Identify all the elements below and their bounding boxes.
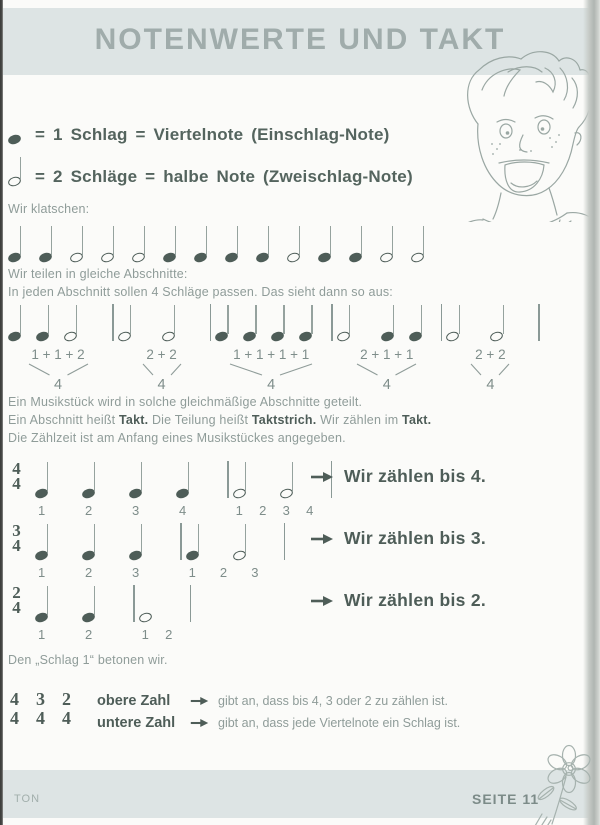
half-note [101,224,116,264]
quarter-note [39,224,54,264]
beat-counts [35,565,176,580]
note-stem [20,157,21,179]
caption [310,590,486,611]
beat-counts [35,503,223,518]
note-stem [47,524,48,553]
quarter-note [163,224,178,264]
half-note [490,303,505,343]
text-segment: Wir zählen im [316,413,403,427]
note-stem [503,305,504,334]
measure [139,584,186,642]
note-stem [188,462,189,491]
text-segment: Die Zählzeit ist am Anfang eines Musikstückes angegeben. [8,431,346,445]
sum-brace [142,363,182,376]
note-stem [311,305,312,334]
beat-counts [186,565,280,580]
time-signature-number: 2 [12,583,21,602]
note-stem [141,524,142,553]
time-signature [8,585,25,615]
quarter-note [35,522,82,562]
page-title: NOTENWERTE UND TAKT [94,23,506,56]
quarter-note [225,224,240,264]
barline [133,585,135,622]
system-measures [35,522,289,580]
note-stem [292,462,293,491]
barline [441,304,443,341]
measure-notes [215,303,327,343]
note-stem [393,305,394,334]
half-note [337,303,352,343]
clapping-rhythm-row [8,220,426,264]
quarter-note [409,303,424,343]
time-signature-number: 4 [10,689,19,709]
measure [186,522,280,580]
note-head [7,133,22,146]
half-note [70,224,85,264]
system-measures [35,460,336,518]
beat-counts [139,627,186,642]
note-stem [245,462,246,491]
beat-sum-label: 2 + 1 + 1 [360,347,414,362]
time-signature-system [8,522,590,584]
note-stem [113,226,114,255]
half-note [64,303,79,343]
quarter-note [82,584,129,624]
half-note [411,224,426,264]
time-signature [8,523,25,553]
page-number: SEITE 11 [472,791,540,807]
quarter-note [129,460,176,500]
quarter-note [215,303,230,343]
note-stem [361,226,362,255]
definition-row [8,154,413,188]
note-stem [283,305,284,334]
legend-row [97,691,460,710]
abschnitte-intro [8,266,393,301]
measure-notes [446,303,534,343]
time-signature-number: 3 [12,521,21,540]
measure [215,303,327,393]
time-signature-number: 4 [36,708,45,728]
beat-count: 2 [165,627,173,642]
barline [227,461,229,498]
note-stem [174,305,175,334]
note-value-definitions [8,112,413,196]
half-note [446,303,461,343]
quarter-note [194,224,209,264]
measure [35,460,223,518]
half-note [380,224,395,264]
quarter-note [381,303,396,343]
beat-count: 4 [179,503,187,518]
note-stem [76,305,77,334]
definition-row [8,112,413,146]
beat-counts [35,627,129,642]
measure-notes [118,303,206,343]
sum-brace [470,363,510,376]
arrow-icon [310,533,334,545]
note-stem [423,226,424,255]
beat-count: 3 [251,565,259,580]
note-stem [94,524,95,553]
quarter-note [35,584,82,624]
text-segment: Ein Abschnitt heißt [8,413,120,427]
time-signature-number: 2 [62,689,71,709]
half-note [162,303,177,343]
measure [337,303,437,393]
paragraph-line [8,393,431,411]
quarter-note [271,303,286,343]
paragraph-line [8,429,431,447]
time-signature [36,690,45,728]
half-note [8,158,23,188]
caption-text: Wir zählen bis 2. [344,590,487,610]
note-stem [48,305,49,334]
note-stem [94,462,95,491]
note-stem [255,305,256,334]
beat-count: 1 [38,503,46,518]
half-note [233,460,280,500]
time-signature [10,690,19,728]
measure [35,522,176,580]
legend-label: obere Zahl [97,692,171,709]
measure [118,303,206,393]
time-signature-number: 4 [12,598,21,617]
scan-edge-right [583,0,600,825]
sum-value: 4 [486,377,495,393]
barline [190,585,192,622]
quarter-note [299,303,314,343]
quarter-note [82,460,129,500]
arrow-icon [190,718,209,728]
barline [210,304,212,341]
time-signature [8,461,25,491]
measure [446,303,534,393]
note-stem [459,305,460,334]
note-stem [198,524,199,553]
legend-label: untere Zahl [97,714,176,731]
sum-value: 4 [382,377,391,393]
system-measures [35,584,195,642]
barline [180,523,182,560]
time-signature-legend [10,690,460,732]
beat-count: 3 [132,565,140,580]
quarter-note [176,460,223,500]
beat-count: 2 [85,503,93,518]
note-head [138,611,153,624]
note-stem [130,305,131,334]
quarter-note [318,224,333,264]
text-segment: Takt. [119,413,149,427]
beat-sum-label: 2 + 2 [146,347,177,362]
note-stem [82,226,83,255]
quarter-note [256,224,271,264]
abschnitte-intro-line2: In jeden Abschnitt sollen 4 Schläge passen. Das sieht dann so aus: [8,284,393,299]
text-segment: Die Teilung heißt [148,413,252,427]
note-stem [392,226,393,255]
quarter-note [129,522,176,562]
measure-notes [8,303,108,343]
measure-notes [186,522,280,562]
text-segment: Ein Musikstück wird in solche gleichmäßige Abschnitte geteilt. [8,395,363,409]
note-stem [20,305,21,334]
quarter-note [36,303,51,343]
sum-value: 4 [53,377,63,393]
beat-counts [233,503,327,518]
paragraph-line [8,411,431,429]
time-signature-number: 4 [12,459,21,478]
text-segment: Taktstrich. [251,413,317,427]
measure-notes [35,460,223,500]
beat-sum-label: 2 + 2 [475,347,506,362]
note-stem [47,462,48,491]
sum-brace [28,363,89,376]
quarter-note [35,460,82,500]
barline [284,523,286,560]
legend-row [97,713,460,732]
time-signature-system [8,584,590,646]
text-segment: Takt. [402,413,432,427]
note-stem [237,226,238,255]
half-note [139,584,186,624]
definition-text: = 1 Schlag = Viertelnote (Einschlag-Note) [35,125,390,144]
sum-brace [356,363,417,376]
note-stem [330,226,331,255]
quarter-note [243,303,258,343]
barline [112,304,114,341]
half-note [233,522,280,562]
measure-notes [35,584,129,624]
barline [331,304,333,341]
note-stem [227,305,228,334]
beat-count: 1 [235,503,243,518]
legend-text: gibt an, dass bis 4, 3 oder 2 zu zählen ist. [218,693,448,708]
legend-rows [97,690,460,732]
note-stem [51,226,52,255]
time-signature-systems [8,460,590,646]
measure [8,303,108,393]
quarter-note [8,116,23,146]
klatschen-label: Wir klatschen: [8,202,90,216]
note-stem [175,226,176,255]
caption [310,528,486,549]
caption-text: Wir zählen bis 3. [344,528,487,548]
scan-edge-left [0,0,3,825]
child-face-drawing [448,32,598,222]
note-stem [268,226,269,255]
beat-count: 1 [188,565,196,580]
time-signature-number: 3 [36,689,45,709]
arrow-icon [310,471,334,483]
beat-count: 3 [132,503,140,518]
quarter-note [82,522,129,562]
time-signature-number: 4 [62,708,71,728]
definition-text: = 2 Schläge = halbe Note (Zweischlag-Note) [35,167,413,186]
note-stem [20,226,21,255]
time-signature [62,690,71,728]
takt-explanation-paragraph [8,393,431,447]
barline [538,304,540,341]
beat-count: 1 [141,627,149,642]
sum-brace [229,363,313,376]
flower-drawing [529,744,599,825]
half-note [287,224,302,264]
quarter-note [8,224,23,264]
half-note [118,303,133,343]
arrow-icon [310,595,334,607]
caption [310,466,486,487]
legend-signatures [10,690,71,728]
time-signature-number: 4 [10,708,19,728]
note-stem [206,226,207,255]
schlag-note: Den „Schlag 1“ betonen wir. [8,653,168,667]
time-signature-number: 4 [12,474,21,493]
measures-row [8,303,544,393]
beat-count: 2 [85,627,93,642]
beat-count: 2 [219,565,228,580]
sum-value: 4 [157,377,166,393]
note-stem [245,524,246,553]
note-stem [47,586,48,615]
measure-notes [337,303,437,343]
note-stem [421,305,422,334]
time-signature-number: 4 [12,536,21,555]
measure-notes [35,522,176,562]
abschnitte-intro-line1: Wir teilen in gleiche Abschnitte: [8,267,188,281]
legend-text: gibt an, dass jede Viertelnote ein Schlag ist. [218,715,461,730]
beat-count: 2 [259,503,267,518]
note-stem [141,462,142,491]
quarter-note [8,303,23,343]
beat-sum-label: 1 + 1 + 1 + 1 [233,347,310,362]
caption-text: Wir zählen bis 4. [344,466,487,486]
note-stem [94,586,95,615]
beat-count: 2 [85,565,93,580]
sum-value: 4 [267,377,276,393]
beat-count: 4 [306,503,314,518]
beat-sum-label: 1 + 1 + 2 [31,347,85,362]
time-signature-system [8,460,590,522]
quarter-note [349,224,364,264]
footer-imprint: TON [14,793,41,805]
quarter-note [186,522,233,562]
note-stem [299,226,300,255]
note-stem [144,226,145,255]
beat-count: 3 [282,503,290,518]
half-note [132,224,147,264]
note-stem [349,305,350,334]
arrow-icon [190,696,209,706]
beat-count: 1 [38,627,46,642]
measure-notes [139,584,186,624]
measure [35,584,129,642]
beat-count: 1 [38,565,46,580]
